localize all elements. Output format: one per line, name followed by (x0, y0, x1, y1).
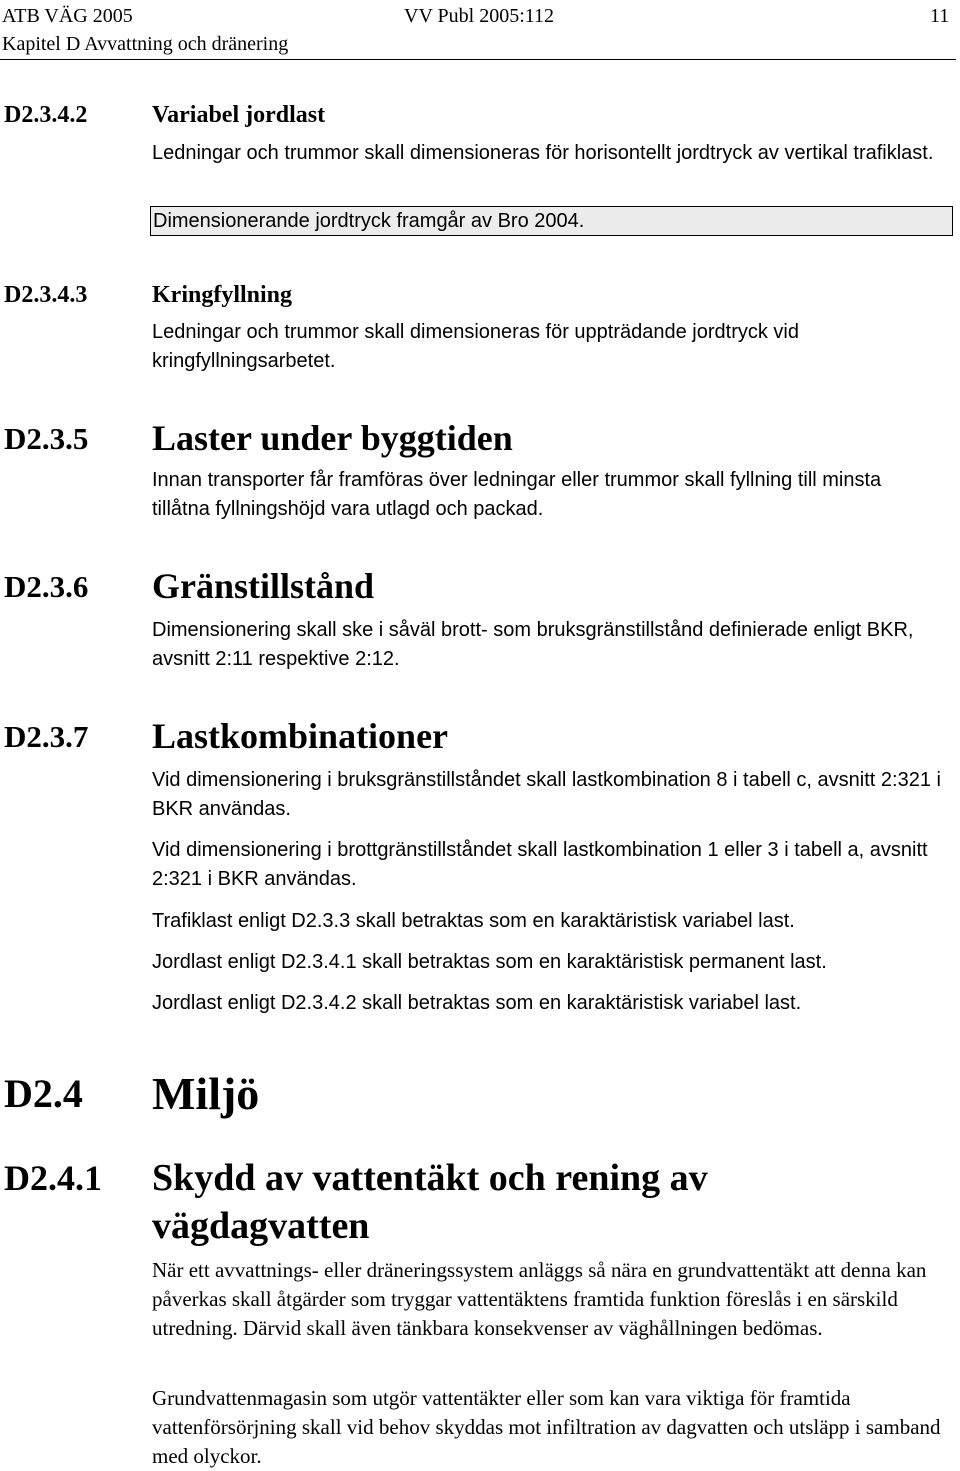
paragraph: Trafiklast enligt D2.3.3 skall betraktas som en karaktäristisk variabel last. (152, 910, 795, 932)
section-title: Skydd av vattentäkt och rening av vägdagvatten (152, 1157, 708, 1247)
section-title: Gränstillstånd (152, 566, 375, 606)
paragraph: Jordlast enligt D2.3.4.1 skall betraktas som en karaktäristisk permanent last. (152, 951, 827, 973)
paragraph: Vid dimensionering i bruksgränstillståndet skall lastkombination 8 i tabell c, avsnitt 2:321 i BKR användas. (152, 769, 941, 820)
section-number: D2.3.7 (4, 719, 89, 754)
section-number: D2.3.6 (4, 569, 89, 604)
paragraph: Grundvattenmagasin som utgör vattentäkter eller som kan vara viktiga för framtida vattenförsörjning skall vid behov skyddas mot infiltration av dagvatten och utsläpp i samband med olyckor. (152, 1386, 941, 1468)
section-title: Miljö (152, 1068, 260, 1119)
section-number: D2.4.1 (4, 1158, 102, 1198)
highlighted-note: Dimensionerande jordtryck framgår av Bro 2004. (150, 206, 953, 236)
section-number: D2.3.4.3 (4, 282, 88, 308)
paragraph: Innan transporter får framföras över ledningar eller trummor skall fyllning till minsta tillåtna fyllningshöjd vara utlagd och packad. (152, 469, 882, 520)
header-page-number: 11 (930, 5, 950, 27)
paragraph: Ledningar och trummor skall dimensioneras för horisontellt jordtryck av vertikal trafiklast. (152, 142, 934, 164)
section-number: D2.4 (4, 1071, 83, 1116)
section-title: Variabel jordlast (152, 102, 326, 128)
paragraph: Ledningar och trummor skall dimensioneras för uppträdande jordtryck vid kringfyllningsarbetet. (152, 321, 799, 372)
section-number: D2.3.4.2 (4, 102, 88, 128)
section-title: Lastkombinationer (152, 716, 449, 756)
section-title: Laster under byggtiden (152, 418, 513, 458)
header-chapter: Kapitel D Avvattning och dränering (2, 33, 289, 55)
header-publication: VV Publ 2005:112 (404, 5, 555, 27)
header-doc-title: ATB VÄG 2005 (2, 5, 133, 27)
section-number: D2.3.5 (4, 421, 89, 456)
paragraph: Jordlast enligt D2.3.4.2 skall betraktas som en karaktäristisk variabel last. (152, 992, 802, 1014)
paragraph: Vid dimensionering i brottgränstillståndet skall lastkombination 1 eller 3 i tabell a, avsnitt 2:321 i BKR användas. (152, 839, 928, 890)
section-title: Kringfyllning (152, 282, 293, 308)
paragraph: När ett avvattnings- eller dräneringssystem anläggs så nära en grundvattentäkt att denna kan påverkas skall åtgärder som tryggar vattentäktens framtida funktion föreslås i en särskild utredning. Därvid skall även tänkbara konsekvenser av väghållningen bedömas. (152, 1258, 927, 1340)
paragraph: Dimensionering skall ske i såväl brott- som bruksgränstillstånd definierade enligt BKR, avsnitt 2:11 respektive 2:12. (152, 619, 914, 670)
header-rule (0, 59, 956, 60)
